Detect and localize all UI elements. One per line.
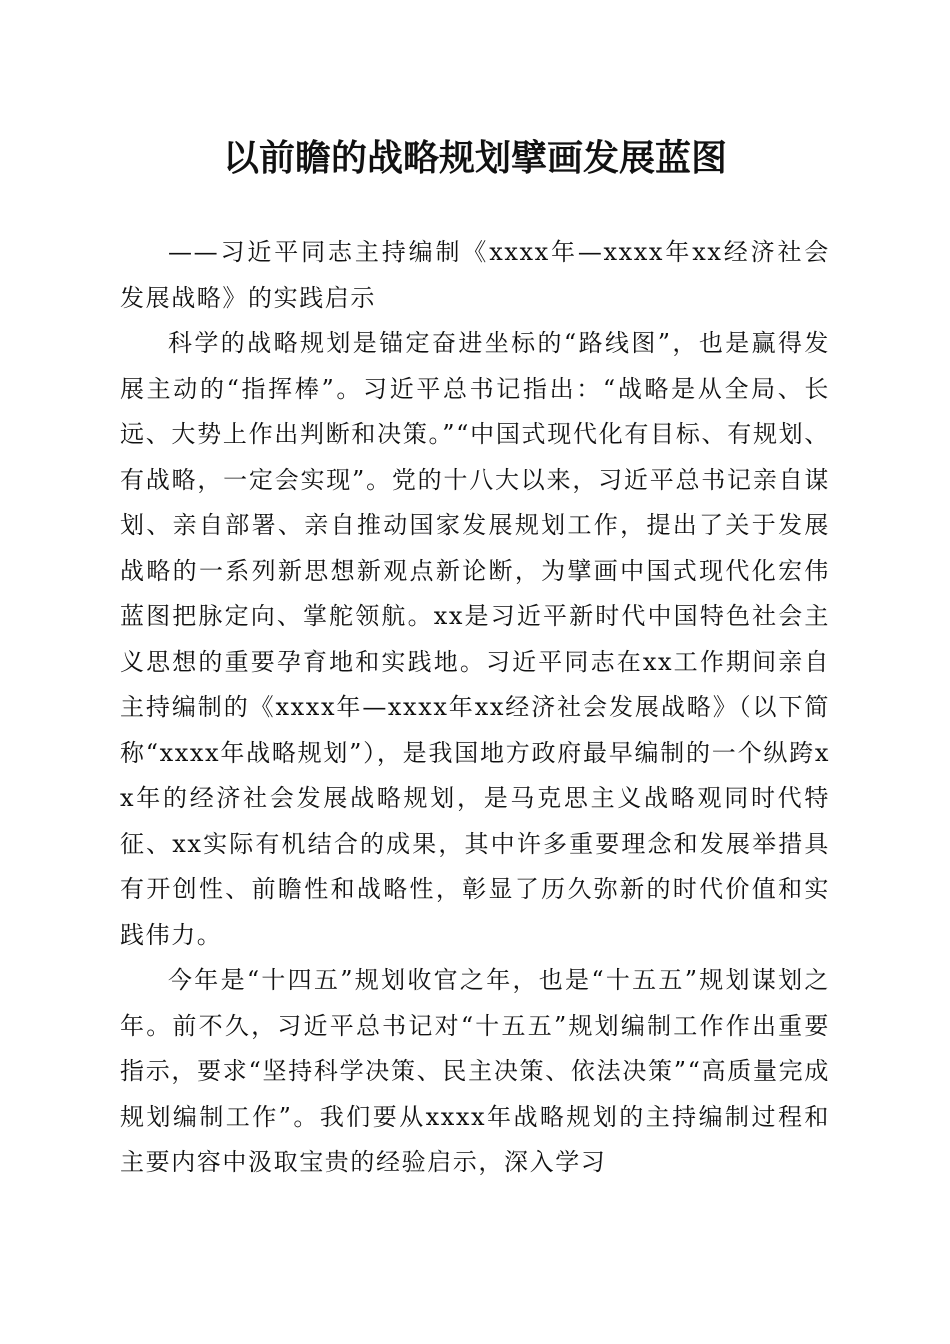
document-title: 以前瞻的战略规划擘画发展蓝图 [222,137,727,179]
document-body [120,230,830,1186]
paragraph-2: 今年是“十四五”规划收官之年，也是“十五五”规划谋划之年。前不久，习近平总书记对“十五五”规划编制工作作出重要指示，要求“坚持科学决策、民主决策、依法决策”“高质量完成规划编制工作”。我们要从xxxx年战略规划的主持编制过程和主要内容中汲取宝贵的经验启示，深入学习 [120,966,830,1176]
document-subtitle: ——习近平同志主持编制《xxxx年—xxxx年xx经济社会发展战略》的实践启示 [120,238,830,312]
paragraph-1: 科学的战略规划是锚定奋进坐标的“路线图”，也是赢得发展主动的“指挥棒”。习近平总书记指出：“战略是从全局、长远、大势上作出判断和决策。”“中国式现代化有目标、有规划、有战略，一定会实现”。党的十八大以来，习近平总书记亲自谋划、亲自部署、亲自推动国家发展规划工作，提出了关于发展战略的一系列新思想新观点新论断，为擘画中国式现代化宏伟蓝图把脉定向、掌舵领航。xx是习近平新时代中国特色社会主义思想的重要孕育地和实践地。习近平同志在xx工作期间亲自主持编制的《xxxx年—xxxx年xx经济社会发展战略》（以下简称“xxxx年战略规划”），是我国地方政府最早编制的一个纵跨xx年的经济社会发展战略规划，是马克思主义战略观同时代特征、xx实际有机结合的成果，其中许多重要理念和发展举措具有开创性、前瞻性和战略性，彰显了历久弥新的时代价值和实践伟力。 [120,329,830,949]
